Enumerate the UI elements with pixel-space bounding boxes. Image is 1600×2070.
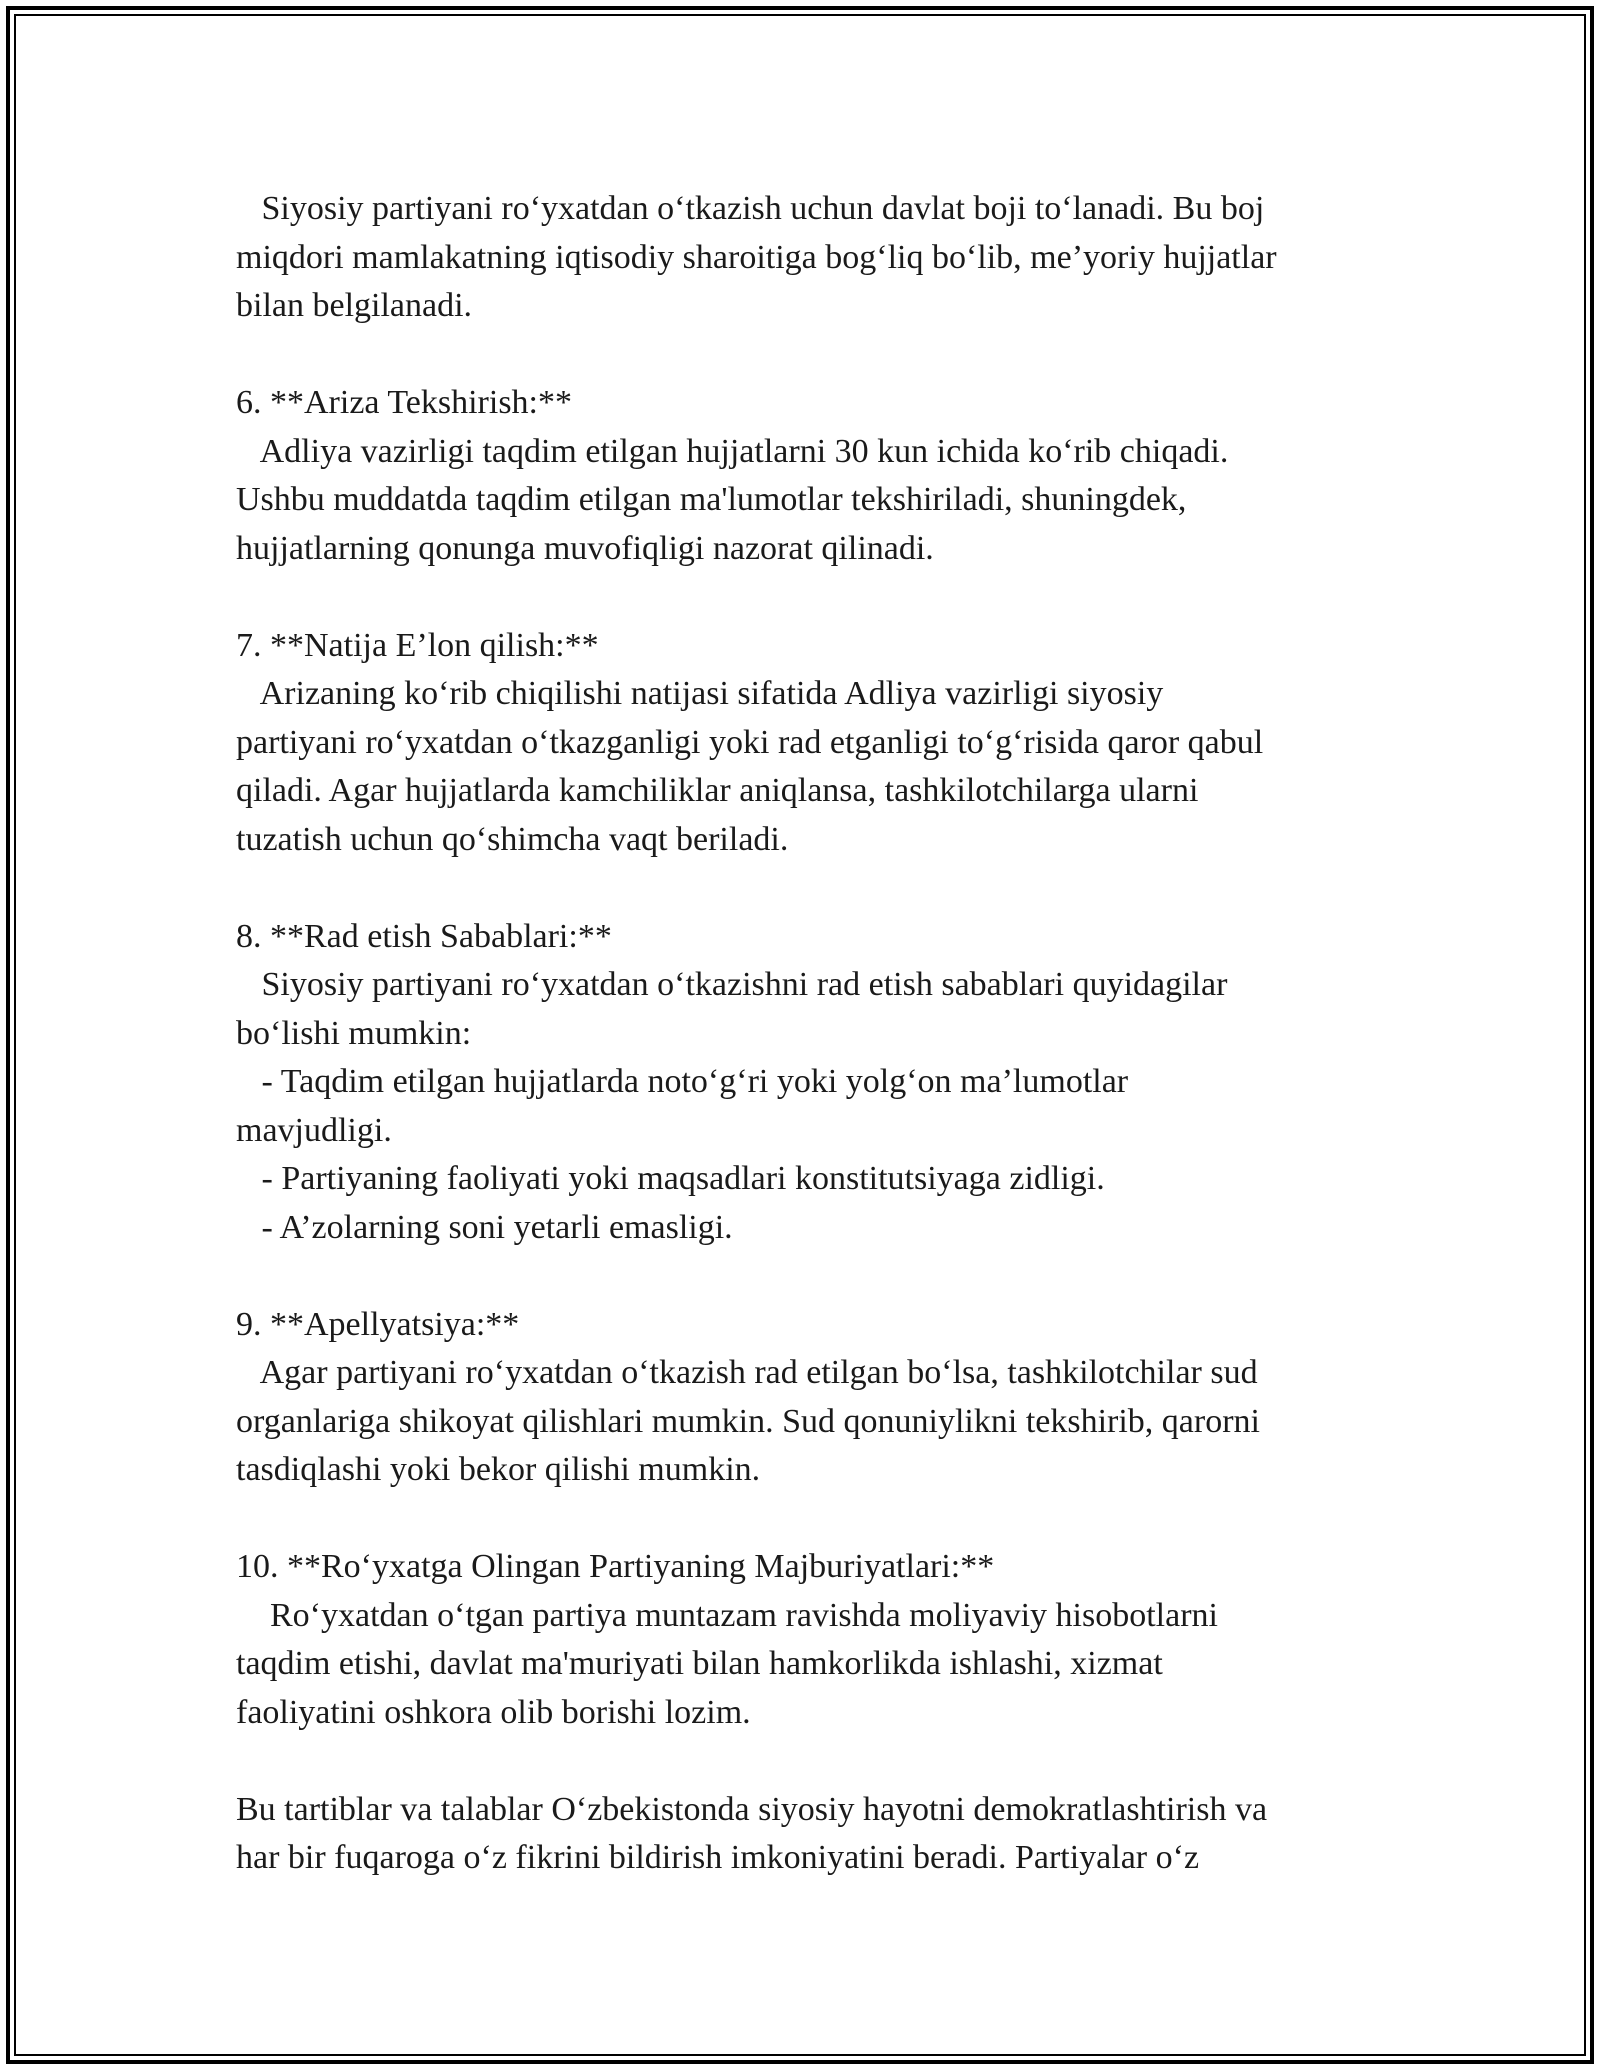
- list-item-line: - Taqdim etilgan hujjatlarda noto‘g‘ri yoki yolg‘on ma’lumotlar: [236, 1063, 1129, 1100]
- list-item-line: mavjudligi.: [236, 1111, 392, 1149]
- text-line: faoliyatini oshkora olib borishi lozim.: [236, 1693, 751, 1731]
- list-item-line: - A’zolarning soni yetarli emasligi.: [236, 1208, 733, 1246]
- section-heading-6: 6. **Ariza Tekshirish:**: [236, 384, 572, 421]
- blank-line: [236, 573, 1376, 622]
- text-line: Bu tartiblar va talablar O‘zbekistonda siyosiy hayotni demokratlashtirish va: [236, 1790, 1268, 1828]
- blank-line: [236, 1737, 1376, 1786]
- text-line: Adliya vazirligi taqdim etilgan hujjatlarni 30 kun ichida ko‘rib chiqadi.: [236, 432, 1229, 470]
- blank-line: [236, 331, 1376, 380]
- document-body: [236, 185, 1376, 1883]
- text-line: miqdori mamlakatning iqtisodiy sharoitiga bog‘liq bo‘lib, me’yoriy hujjatlar: [236, 238, 1277, 276]
- text-line: tasdiqlashi yoki bekor qilishi mumkin.: [236, 1451, 761, 1488]
- text-line: Siyosiy partiyani ro‘yxatdan o‘tkazish uchun davlat boji to‘lanadi. Bu boj: [236, 190, 1265, 227]
- text-line: har bir fuqaroga o‘z fikrini bildirish imkoniyatini beradi. Partiyalar o‘z: [236, 1839, 1200, 1876]
- blank-line: [236, 864, 1376, 913]
- text-line: bilan belgilanadi.: [236, 287, 473, 324]
- text-line: hujjatlarning qonunga muvofiqligi nazorat qilinadi.: [236, 529, 934, 567]
- text-line: Siyosiy partiyani ro‘yxatdan o‘tkazishni rad etish sabablari quyidagilar: [236, 966, 1228, 1003]
- section-heading-8: 8. **Rad etish Sabablari:**: [236, 917, 612, 955]
- section-heading-7: 7. **Natija E’lon qilish:**: [236, 626, 599, 664]
- blank-line: [236, 1495, 1376, 1544]
- text-line: Ro‘yxatdan o‘tgan partiya muntazam ravishda moliyaviy hisobotlarni: [236, 1596, 1218, 1634]
- text-line: taqdim etishi, davlat ma'muriyati bilan hamkorlikda ishlashi, xizmat: [236, 1645, 1163, 1682]
- list-item-line: - Partiyaning faoliyati yoki maqsadlari konstitutsiyaga zidligi.: [236, 1160, 1105, 1197]
- text-line: tuzatish uchun qo‘shimcha vaqt beriladi.: [236, 820, 789, 858]
- text-line: Arizaning ko‘rib chiqilishi natijasi sifatida Adliya vazirligi siyosiy: [236, 675, 1164, 712]
- text-line: partiyani ro‘yxatdan o‘tkazganligi yoki rad etganligi to‘g‘risida qaror qabul: [236, 723, 1264, 761]
- text-line: bo‘lishi mumkin:: [236, 1014, 472, 1052]
- section-heading-10: 10. **Ro‘yxatga Olingan Partiyaning Majburiyatlari:**: [236, 1548, 995, 1585]
- blank-line: [236, 1252, 1376, 1301]
- text-line: Agar partiyani ro‘yxatdan o‘tkazish rad etilgan bo‘lsa, tashkilotchilar sud: [236, 1354, 1258, 1391]
- text-line: Ushbu muddatda taqdim etilgan ma'lumotlar tekshiriladi, shuningdek,: [236, 481, 1187, 518]
- text-line: organlariga shikoyat qilishlari mumkin. Sud qonuniylikni tekshirib, qarorni: [236, 1402, 1260, 1440]
- text-line: qiladi. Agar hujjatlarda kamchiliklar aniqlansa, tashkilotchilarga ularni: [236, 772, 1199, 809]
- section-heading-9: 9. **Apellyatsiya:**: [236, 1305, 520, 1343]
